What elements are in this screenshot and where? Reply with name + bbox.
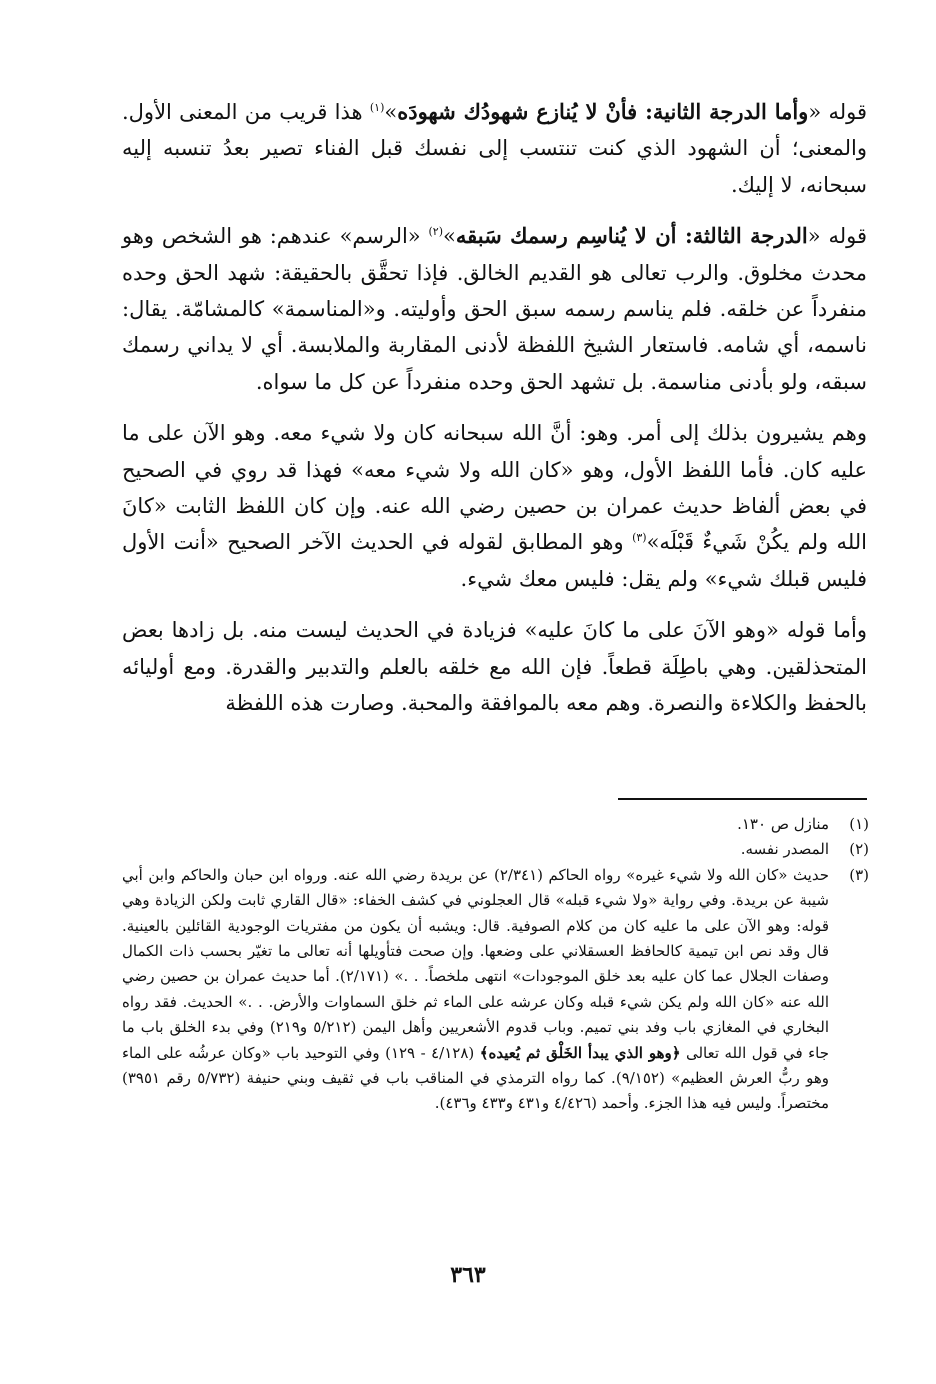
paragraph-3-body-start: وهم يشيرون بذلك إلى أمر. وهو: أنَّ الله سبحانه كان ولا شيء معه. وهو الآن على ما عليه كان. فأما اللفظ الأول، وهو «كان الله ولا شيء معه» فهذا قد روي في الصحيح في بعض ألفاظ حديث عمران بن حصين رضي الله عنه. وإن كان اللفظ الثابت «كانَ الله ولم يكُنْ شَيءٌ قَبْلَه» xyxy=(122,421,867,555)
paragraph-4-body: وأما قوله «وهو الآنَ على ما كانَ عليه» فزيادة في الحديث ليست منه. بل زادها بعض المتحذلقين. وهي باطِلَة قطعاً. فإن الله مع خلقه بالعلم والتدبير والقدرة. ومع أوليائه بالحفظ والكلاءة والنصرة. وهم معه بالموافقة والمحبة. وصارت هذه اللفظة xyxy=(122,618,867,716)
paragraph-1 xyxy=(122,94,867,203)
footnote-1 xyxy=(122,812,869,837)
footnote-separator xyxy=(618,798,867,800)
paragraph-4 xyxy=(122,612,867,721)
footnote-text xyxy=(122,863,829,1117)
paragraph-2-quote: الدرجة الثالثة: أن لا يُناسِم رسمك سَبقه xyxy=(455,223,808,249)
paragraph-1-quote: وأما الدرجة الثانية: فأنْ لا يُنازع شهودُك شهودَه xyxy=(397,99,809,124)
footnote-ref-2[interactable]: (٢) xyxy=(428,225,443,239)
footnote-3 xyxy=(122,863,869,1117)
footnote-2 xyxy=(122,837,869,862)
footnote-3-text-start: حديث «كان الله ولا شيء غيره» رواه الحاكم (٢/٣٤١) عن بريدة رضي الله عنه. ورواه ابن حبان والحاكم وابن أبي شيبة عن بريدة. وفي رواية «ولا شيء قبله» قال العجلوني في كشف الخفاء: «قال القاري ثابت ولكن الزيادة وهي قوله: وهو الآن على ما عليه كان من كلام الصوفية. قال: ويشبه أن يكون من مفتريات الوجودية القائلين بالعينية. قال وقد نص ابن تيمية كالحافظ العسقلاني على وضعها. وإن صحت فتأويلها أنه تعالى ما تغيّر بحسب ذات الكمال وصفات الجلال عما كان عليه بعد خلق الموجودات» انتهى ملخصاً. . .» (٢/١٧١). أما حديث عمران بن حصين رضي الله عنه «كان الله ولم يكن شيء قبله وكان عرشه على الماء ثم خلق السماوات والأرض. . .» الحديث. فقد رواه البخاري في المغازي باب وفد بني تميم. وباب قدوم الأشعريين وأهل اليمن (٥/٢١٢ و٢١٩) وفي بدء الخلق باب ما جاء في قول الله تعالى xyxy=(122,865,830,1062)
footnote-text: منازل ص ١٣٠. xyxy=(737,815,829,833)
paragraph-2-body: «الرسم» عندهم: هو الشخص وهو محدث مخلوق. والرب تعالى هو القديم الخالق. فإذا تحقَّق بالحقيقة: شهد الحق وحده منفرداً عن خلقه. فلم يناسم رسمه سبق الحق وأوليته. و«المناسمة» كالمشامّة. يقال: ناسمه، أي شامه. فاستعار الشيخ اللفظة لأدنى المقاربة والملابسة. أي لا يداني رسمك سبقه، ولو بأدنى مناسمة. بل تشهد الحق وحده منفرداً عن كل ما سواه. xyxy=(122,224,867,394)
paragraph-1-quote-close: » xyxy=(384,100,398,124)
page-number: ٣٦٣ xyxy=(450,1262,486,1288)
footnotes xyxy=(122,812,869,1117)
footnote-ref-1[interactable]: (١) xyxy=(369,101,385,114)
paragraph-1-lead: قوله « xyxy=(808,100,867,124)
footnote-number: (٢) xyxy=(849,840,869,859)
footnote-text: المصدر نفسه. xyxy=(740,840,829,859)
paragraph-3 xyxy=(122,415,867,597)
paragraph-2-lead: قوله « xyxy=(807,224,868,249)
footnote-number: (٣) xyxy=(849,865,869,884)
paragraph-3-body-end: وهو المطابق لقوله في الحديث الآخر الصحيح «أنت الأول فليس قبلك شيء» ولم يقل: فليس معك شيء. xyxy=(122,530,867,591)
paragraph-2 xyxy=(122,218,867,400)
paragraph-2-quote-close: » xyxy=(443,224,456,249)
footnote-number: (١) xyxy=(849,815,869,833)
paragraph-1-body: هذا قريب من المعنى الأول. والمعنى؛ أن الشهود الذي كنت تنتسب إلى نفسك قبل الفناء تصير بعدُ تنسبه إليه سبحانه، لا إليك. xyxy=(122,100,867,197)
footnote-ref-3[interactable]: (٣) xyxy=(632,531,647,545)
footnote-3-quran-quote: ﴿وهو الذي يبدأ الخَلْق ثم يُعيده﴾ xyxy=(479,1043,681,1062)
footnote-3-text-end: (٤/١٢٨ - ١٢٩) وفي التوحيد باب «وكان عرشُه على الماء وهو ربُّ العرش العظيم» (٩/١٥٢). كما رواه الترمذي في المناقب باب في ثقيف وبني حنيفة (٥/٧٣٢ رقم ٣٩٥١) مختصراً. وليس فيه هذا الجزء. وأحمد (٤/٤٢٦ و٤٣١ و٤٣٣ و٤٣٦). xyxy=(122,1043,830,1113)
main-text xyxy=(122,94,867,722)
